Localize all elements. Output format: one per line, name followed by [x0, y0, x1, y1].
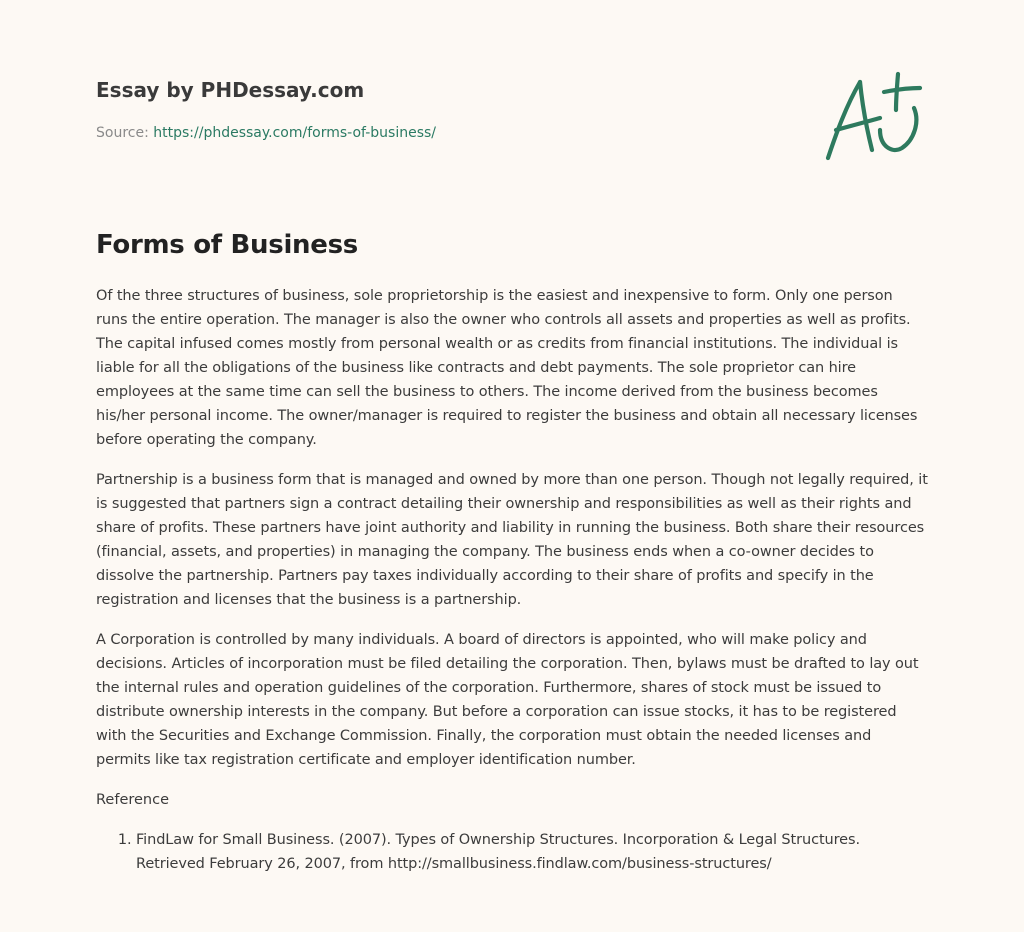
page-header	[96, 77, 436, 143]
essay-paragraph: A Corporation is controlled by many individuals. A board of directors is appointed, who will make policy and decisions. Articles of incorporation must be filed detailing the corporation. Then, bylaws must be drafted to lay out the internal rules and operation guidelines of the corporation. Furthermore, shares of stock must be issued to distribute ownership interests in the company. But before a corporation can issue stocks, it has to be registered with the Securities and Exchange Commission. Finally, the corporation must obtain the needed licenses and permits like tax registration certificate and employer identification number.	[96, 632, 919, 768]
essay-paragraph: Partnership is a business form that is managed and owned by more than one person. Though not legally required, it is suggested that partners sign a contract detailing their ownership and responsibilities as well as their rights and share of profits. These partners have joint authority and liability in running the business. Both share their resources (financial, assets, and properties) in managing the company. The business ends when a co-owner decides to dissolve the partnership. Partners pay taxes individually according to their share of profits and specify in the registration and licenses that the business is a partnership.	[96, 472, 928, 608]
essay-paragraph: Of the three structures of business, sole proprietorship is the easiest and inexpensive to form. Only one person runs the entire operation. The manager is also the owner who controls all assets and properties as well as profits. The capital infused comes mostly from personal wealth or as credits from financial institutions. The individual is liable for all the obligations of the business like contracts and debt payments. The sole proprietor can hire employees at the same time can sell the business to others. The income derived from the business becomes his/her personal income. The owner/manager is required to register the business and obtain all necessary licenses before operating the company.	[96, 288, 918, 448]
essay-title: Forms of Business	[96, 230, 358, 260]
brand-title: Essay by PHDessay.com	[96, 78, 365, 102]
source-link[interactable]: https://phdessay.com/forms-of-business/	[153, 125, 436, 141]
reference-list	[96, 828, 928, 876]
source-line	[96, 123, 436, 143]
reference-item: 1. FindLaw for Small Business. (2007). Types of Ownership Structures. Incorporation & Legal Structures. Retrieved February 26, 2007, from http://smallbusiness.findlaw.com/business-structures/	[136, 828, 928, 876]
a-plus-logo-icon	[822, 68, 926, 164]
essay-body	[96, 284, 928, 876]
source-label: Source:	[96, 125, 149, 141]
reference-heading: Reference	[96, 792, 170, 808]
essay-content	[96, 226, 928, 876]
